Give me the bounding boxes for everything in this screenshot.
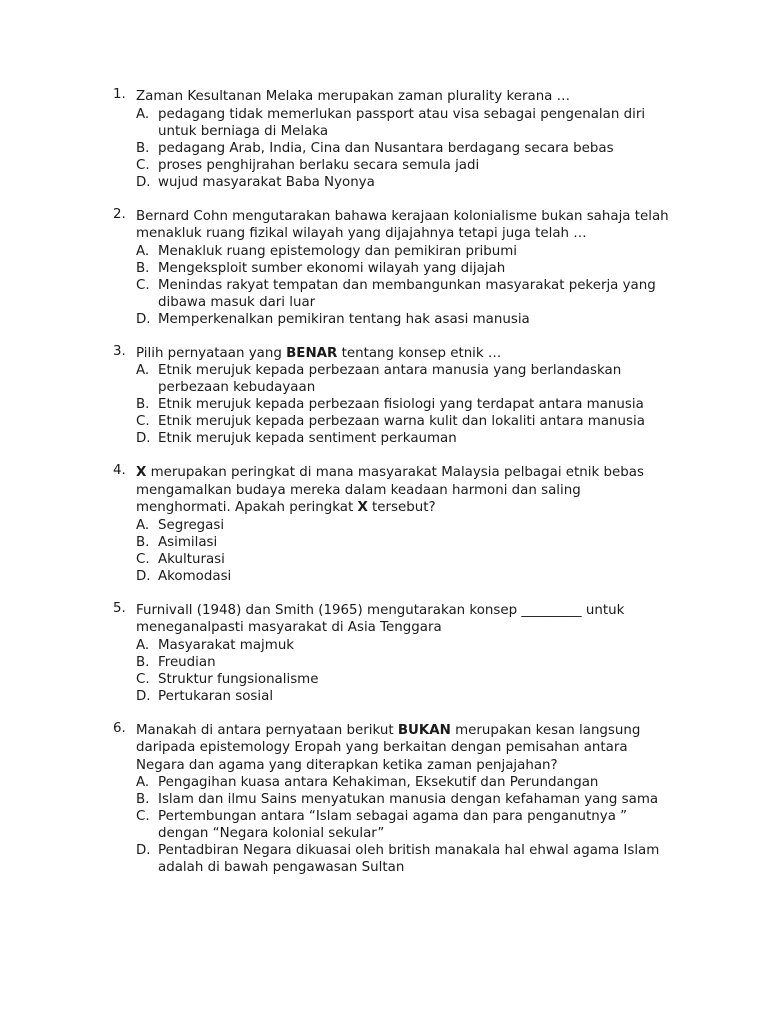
emphasis-keyword: BUKAN [397, 722, 451, 738]
question-text [136, 343, 676, 363]
option-letter: B. [136, 260, 150, 276]
option-text: proses penghijrahan berlaku secara semula jadi [158, 157, 480, 173]
option-d [0, 430, 768, 447]
option-letter: C. [136, 671, 150, 687]
option-c [0, 157, 768, 174]
option-letter: B. [136, 534, 150, 550]
option-text: Mengeksploit sumber ekonomi wilayah yang dijajah [158, 260, 506, 276]
option-letter: A. [136, 363, 150, 378]
option-text: Pentadbiran Negara dikuasai oleh british manakala hal ehwal agama Islam adalah di bawah pengawasan Sultan [158, 843, 660, 875]
option-letter: C. [136, 414, 150, 429]
option-text: Etnik merujuk kepada perbezaan antara manusia yang berlandaskan perbezaan kebudayaan [158, 363, 622, 395]
question-6 [0, 720, 768, 877]
option-letter: A. [136, 243, 150, 259]
option-text: Islam dan ilmu Sains menyatukan manusia dengan kefahaman yang sama [158, 792, 659, 807]
emphasis-keyword: BENAR [286, 345, 338, 361]
option-c [0, 277, 768, 311]
option-text: wujud masyarakat Baba Nyonya [158, 174, 375, 190]
option-b [0, 140, 768, 157]
question-text [136, 600, 676, 637]
option-b [0, 534, 768, 551]
option-letter: D. [136, 174, 151, 190]
option-b [0, 791, 768, 808]
emphasis-keyword: X [357, 500, 368, 515]
question-number: 6. [113, 720, 126, 736]
option-text: Menakluk ruang epistemology dan pemikiran pribumi [158, 243, 518, 259]
question-number: 4. [113, 463, 126, 478]
question-text-segment: merupakan peringkat di mana masyarakat Malaysia pelbagai etnik bebas mengamalkan budaya mereka dalam keadaan harmoni dan saling menghormati. Apakah peringkat [136, 465, 644, 515]
question-sheet [0, 86, 768, 891]
option-text: Segregasi [158, 517, 225, 533]
question-number: 5. [113, 600, 126, 616]
option-list [0, 637, 768, 705]
option-text: Akomodasi [158, 568, 232, 584]
option-letter: D. [136, 311, 151, 327]
question-text-segment: tentang konsep etnik … [337, 345, 502, 361]
option-d [0, 311, 768, 328]
option-text: Struktur fungsionalisme [158, 671, 319, 687]
option-b [0, 396, 768, 413]
question-text-segment: Furnivall (1948) dan Smith (1965) mengutarakan konsep _________ untuk meneganalpasti masyarakat di Asia Tenggara [136, 602, 625, 635]
question-text-segment: Zaman Kesultanan Melaka merupakan zaman plurality kerana … [136, 89, 571, 104]
option-a [0, 517, 768, 534]
option-letter: C. [136, 809, 150, 824]
option-b [0, 654, 768, 671]
option-text: pedagang Arab, India, Cina dan Nusantara berdagang secara bebas [158, 140, 614, 156]
option-d [0, 842, 768, 876]
option-c [0, 808, 768, 842]
option-d [0, 174, 768, 191]
option-letter: D. [136, 843, 151, 858]
option-letter: D. [136, 568, 151, 584]
emphasis-keyword: X [136, 465, 147, 480]
option-list [0, 774, 768, 876]
option-text: Etnik merujuk kepada perbezaan fisiologi yang terdapat antara manusia [158, 397, 644, 412]
question-4 [0, 462, 768, 585]
option-text: Akulturasi [158, 551, 225, 567]
option-list [0, 517, 768, 585]
question-text [136, 206, 676, 243]
option-text: Freudian [158, 654, 216, 670]
option-a [0, 637, 768, 654]
option-letter: A. [136, 775, 150, 790]
option-list [0, 243, 768, 328]
option-a [0, 243, 768, 260]
option-letter: C. [136, 551, 150, 567]
option-c [0, 413, 768, 430]
option-text: Asimilasi [158, 534, 218, 550]
question-2 [0, 206, 768, 328]
question-3 [0, 343, 768, 448]
option-a [0, 106, 768, 140]
option-text: Pengagihan kuasa antara Kehakiman, Eksekutif dan Perundangan [158, 775, 599, 790]
option-c [0, 671, 768, 688]
option-d [0, 568, 768, 585]
option-a [0, 774, 768, 791]
question-text-segment: merupakan kesan langsung daripada epistemology Eropah yang berkaitan dengan pemisahan antara Negara dan agama yang diterapkan ketika zaman penjajahan? [136, 722, 641, 773]
option-d [0, 688, 768, 705]
option-c [0, 551, 768, 568]
option-list [0, 106, 768, 191]
option-b [0, 260, 768, 277]
question-text [136, 462, 676, 517]
question-number: 1. [113, 87, 126, 102]
question-text-segment: Pilih pernyataan yang [136, 345, 287, 361]
question-1 [0, 86, 768, 191]
question-text-segment: Manakah di antara pernyataan berikut [136, 722, 398, 738]
option-text: Masyarakat majmuk [158, 637, 295, 653]
option-text: Etnik merujuk kepada perbezaan warna kulit dan lokaliti antara manusia [158, 414, 645, 429]
option-letter: A. [136, 517, 150, 533]
option-letter: C. [136, 157, 150, 173]
option-letter: D. [136, 688, 151, 704]
option-a [0, 362, 768, 396]
option-text: Menindas rakyat tempatan dan membangunkan masyarakat pekerja yang dibawa masuk dari luar [158, 277, 656, 310]
option-text: pedagang tidak memerlukan passport atau visa sebagai pengenalan diri untuk berniaga di Melaka [158, 106, 646, 139]
question-number: 2. [113, 206, 126, 222]
question-number: 3. [113, 343, 126, 359]
option-text: Pertembungan antara “Islam sebagai agama dan para penganutnya ” dengan “Negara kolonial sekular” [158, 809, 628, 841]
option-letter: A. [136, 106, 150, 122]
option-letter: B. [136, 654, 150, 670]
option-letter: A. [136, 637, 150, 653]
option-list [0, 362, 768, 447]
option-letter: D. [136, 431, 151, 446]
question-text-segment: Bernard Cohn mengutarakan bahawa kerajaan kolonialisme bukan sahaja telah menakluk ruang fizikal wilayah yang dijajahnya tetapi juga telah … [136, 208, 669, 241]
question-text [136, 720, 676, 775]
option-text: Etnik merujuk kepada sentiment perkauman [158, 431, 457, 446]
option-letter: B. [136, 140, 150, 156]
option-letter: B. [136, 397, 150, 412]
option-letter: B. [136, 792, 150, 807]
option-text: Memperkenalkan pemikiran tentang hak asasi manusia [158, 311, 530, 327]
question-text-segment: tersebut? [367, 500, 436, 515]
question-5 [0, 600, 768, 705]
option-text: Pertukaran sosial [158, 688, 274, 704]
question-text [136, 86, 676, 106]
option-letter: C. [136, 277, 150, 293]
